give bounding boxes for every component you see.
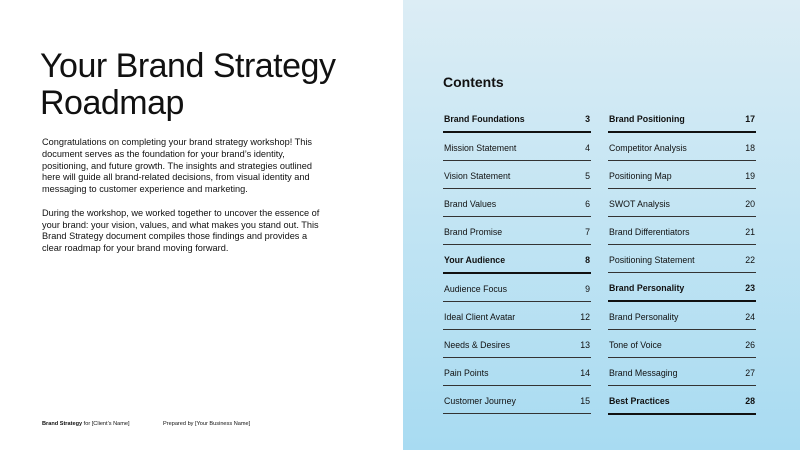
contents-entry-label: Your Audience [444,255,506,265]
contents-entry-page: 24 [745,312,755,322]
contents-entry-label: SWOT Analysis [609,199,670,209]
contents-entry-page: 13 [580,340,590,350]
contents-entry-label: Customer Journey [444,396,516,406]
footer-doc-title: Brand Strategy [42,421,83,427]
contents-entry-page: 14 [580,368,590,378]
contents-entry-label: Vision Statement [444,171,511,181]
contents-entry-page: 9 [585,284,590,294]
contents-entry-page: 27 [745,368,755,378]
contents-entry[interactable] [443,358,591,386]
contents-entry-page: 5 [585,171,590,181]
contents-entry-label: Pain Points [444,368,489,378]
contents-entry-label: Audience Focus [444,284,508,294]
contents-section-heading[interactable] [443,104,591,133]
contents-entry[interactable] [443,330,591,358]
contents-section-heading[interactable] [608,104,756,133]
footer-doc-name [42,421,130,428]
contents-entry-label: Needs & Desires [444,340,511,350]
contents-entry[interactable] [443,189,591,217]
contents-section-heading[interactable] [443,245,591,274]
contents-entry[interactable] [443,161,591,189]
contents-entry-label: Positioning Statement [609,255,695,265]
contents-entry-label: Brand Values [444,199,497,209]
contents-entry-page: 21 [745,227,755,237]
contents-section-heading[interactable] [608,386,756,415]
contents-entry-label: Brand Differentiators [609,227,690,237]
contents-entry-label: Brand Foundations [444,114,525,124]
contents-entry[interactable] [608,133,756,161]
contents-entry-page: 19 [745,171,755,181]
contents-entry[interactable] [608,161,756,189]
contents-entry-label: Brand Promise [444,227,503,237]
contents-entry-page: 15 [580,396,590,406]
contents-column-left [443,104,591,414]
contents-entry[interactable] [443,274,591,302]
contents-entry-page: 12 [580,312,590,322]
contents-entry-label: Competitor Analysis [609,143,687,153]
contents-entry[interactable] [608,217,756,245]
contents-entry-label: Best Practices [609,396,670,406]
contents-entry-page: 6 [585,199,590,209]
contents-entry-page: 7 [585,227,590,237]
contents-section-heading[interactable] [608,273,756,302]
contents-entry-page: 28 [745,396,755,406]
contents-entry-label: Brand Messaging [609,368,678,378]
contents-entry-label: Tone of Voice [609,340,662,350]
contents-entry[interactable] [443,386,591,414]
contents-entry-page: 18 [745,143,755,153]
contents-entry-label: Mission Statement [444,143,517,153]
contents-entry[interactable] [443,133,591,161]
contents-entry-page: 8 [585,255,590,265]
contents-entry-label: Ideal Client Avatar [444,312,516,322]
contents-entry-page: 17 [745,114,755,124]
contents-column-right [608,104,756,415]
contents-entry-page: 4 [585,143,590,153]
contents-entry[interactable] [443,302,591,330]
contents-entry-page: 20 [745,199,755,209]
contents-title: Contents [443,74,504,90]
intro-paragraph-1: Congratulations on completing your brand strategy workshop! This document serves as the foundation for your brand’s identity, positioning, and future growth. The insights and strategies outlined here will guide all brand-related decisions, from visual identity and messaging to customer experience and marketing. [42,137,313,195]
intro-paragraph-2: During the workshop, we worked together to uncover the essence of your brand: your vision, values, and what makes you stand out. This Brand Strategy document compiles those findings and provides a clear roadmap for your brand moving forward. [42,207,320,254]
footer-prepared-by: Prepared by [Your Business Name] [163,421,251,427]
contents-entry-label: Brand Personality [609,283,685,293]
contents-entry-label: Brand Personality [609,312,679,322]
contents-entry[interactable] [608,302,756,330]
contents-entry[interactable] [608,245,756,273]
contents-entry[interactable] [608,189,756,217]
contents-entry-page: 3 [585,114,590,124]
contents-entry[interactable] [443,217,591,245]
intro-text [42,137,327,267]
page-title: Your Brand Strategy Roadmap [40,47,336,122]
footer-client: for [Client’s Name] [82,421,130,427]
contents-entry[interactable] [608,330,756,358]
contents-entry-label: Positioning Map [609,171,672,181]
contents-entry-page: 26 [745,340,755,350]
contents-entry-page: 23 [745,283,755,293]
contents-entry-label: Brand Positioning [609,114,685,124]
contents-entry-page: 22 [745,255,755,265]
contents-entry[interactable] [608,358,756,386]
